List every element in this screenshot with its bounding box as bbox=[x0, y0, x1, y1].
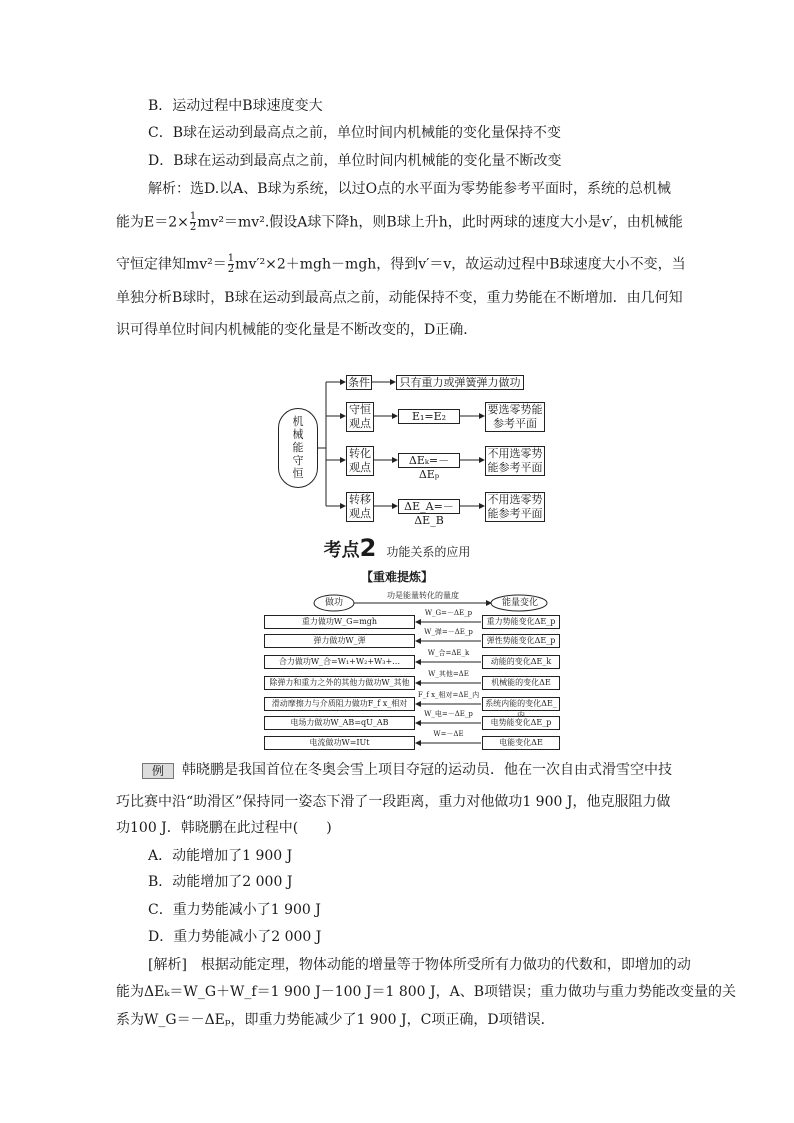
fraction-half: $\frac{1}{2}$ bbox=[189, 211, 197, 233]
option-d: D．B球在运动到最高点之前，单位时间内机械能的变化量不断改变 bbox=[148, 153, 562, 169]
work-energy-map bbox=[262, 592, 562, 756]
choice-b: B．动能增加了2 000 J bbox=[148, 874, 293, 890]
energy-change-head: 能量变化 bbox=[501, 598, 538, 608]
work-head: 做功 bbox=[324, 598, 343, 608]
mindmap-root: 机械能守恒 bbox=[278, 408, 318, 488]
section-title: 考点2 功能关系的应用 bbox=[323, 534, 471, 562]
viewpoint-transfer: 转移 观点 bbox=[346, 492, 374, 522]
fraction-half: $\frac{1}{2}$ bbox=[227, 253, 235, 275]
analysis-line-1: 解析：选D.以A、B球为系统，以过O点的水平面为零势能参考平面时，系统的总机械 bbox=[148, 181, 672, 197]
condition-label: 条件 bbox=[348, 376, 370, 389]
energy-row: 弹力做功W_弹 W_弹=－ΔE_p 弹性势能变化ΔE_p bbox=[262, 634, 562, 648]
choice-a: A．动能增加了1 900 J bbox=[148, 848, 293, 864]
note-transform: 不用选零势 能参考平面 bbox=[485, 446, 545, 476]
solution-line-3: 系为W_G＝－ΔEₚ，即重力势能减少了1 900 J，C项正确，D项错误． bbox=[116, 1012, 555, 1028]
measure-head: 功是能量转化的量度 bbox=[387, 591, 459, 600]
solution-line-1: [解析] 根据动能定理，物体动能的增量等于物体所受所有力做功的代数和，即增加的动 bbox=[148, 957, 691, 973]
energy-row: 电流做功W=IUt W=－ΔE 电能变化ΔE bbox=[262, 736, 562, 750]
energy-row: 电场力做功W_AB=qU_AB W_电=－ΔE_p 电势能变化ΔE_p bbox=[262, 716, 562, 730]
solution-line-2: 能为ΔEₖ＝W_G＋W_f＝1 900 J－100 J＝1 800 J，A、B项错误；重力做功与重力势能改变量的关 bbox=[116, 984, 737, 1000]
viewpoint-conserve: 守恒 观点 bbox=[346, 402, 374, 432]
question-line-3: 功100 J．韩晓鹏在此过程中( ) bbox=[116, 820, 332, 836]
example-tag: 例 bbox=[142, 763, 174, 779]
eq-transfer: ΔE_A=－ΔE_B bbox=[398, 499, 460, 514]
note-transfer: 不用选零势 能参考平面 bbox=[485, 492, 545, 522]
analysis-line-3: 守恒定律知mv²＝ $\frac{1}{2}$ mv′²×2＋mgh－mgh，得到v′＝v，故运动过程中B球速度大小不变，当 bbox=[116, 253, 686, 275]
question-line-2: 巧比赛中沿“助滑区”保持同一姿态下滑了一段距离，重力对他做功1 900 J，他克服阻力做 bbox=[116, 794, 671, 810]
condition-text: 只有重力或弹簧弹力做功 bbox=[396, 375, 524, 390]
energy-row: 重力做功W_G=mgh W_G=－ΔE_p 重力势能变化ΔE_p bbox=[262, 615, 562, 629]
choice-c: C．重力势能减小了1 900 J bbox=[148, 902, 321, 918]
option-b: B．运动过程中B球速度变大 bbox=[148, 98, 323, 114]
energy-row: 除弹力和重力之外的其他力做功W_其他 W_其他=ΔE 机械能的变化ΔE bbox=[262, 676, 562, 690]
energy-row: 合力做功W_合=W₁+W₂+W₃+… W_合=ΔE_k 动能的变化ΔE_k bbox=[262, 655, 562, 669]
eq-transform: ΔEₖ=－ΔEₚ bbox=[398, 453, 460, 468]
energy-row: 滑动摩擦力与介质阻力做功F_f x_相对 F_f x_相对=ΔE_内 系统内能的变化ΔE_ bbox=[262, 697, 562, 711]
analysis-line-2: 能为E＝2× $\frac{1}{2}$ mv²＝mv².假设A球下降h，则B球上升h，此时两球的速度大小是v′，由机械能 bbox=[116, 211, 683, 233]
note-conserve: 要选零势能 参考平面 bbox=[485, 402, 545, 432]
analysis-line-5: 识可得单位时间内机械能的变化量是不断改变的，D正确． bbox=[116, 322, 478, 338]
conservation-mindmap bbox=[274, 368, 550, 528]
eq-conserve: E₁=E₂ bbox=[398, 409, 460, 424]
highlight-heading: 【重难提炼】 bbox=[360, 570, 433, 584]
analysis-line-4: 单独分析B球时，B球在运动到最高点之前，动能保持不变，重力势能在不断增加．由几何知 bbox=[116, 290, 683, 306]
choice-d: D．重力势能减小了2 000 J bbox=[148, 929, 322, 945]
option-c: C．B球在运动到最高点之前，单位时间内机械能的变化量保持不变 bbox=[148, 125, 561, 141]
question-line-1: 韩晓鹏是我国首位在冬奥会雪上项目夺冠的运动员．他在一次自由式滑雪空中技 bbox=[182, 762, 672, 778]
viewpoint-transform: 转化 观点 bbox=[346, 446, 374, 476]
